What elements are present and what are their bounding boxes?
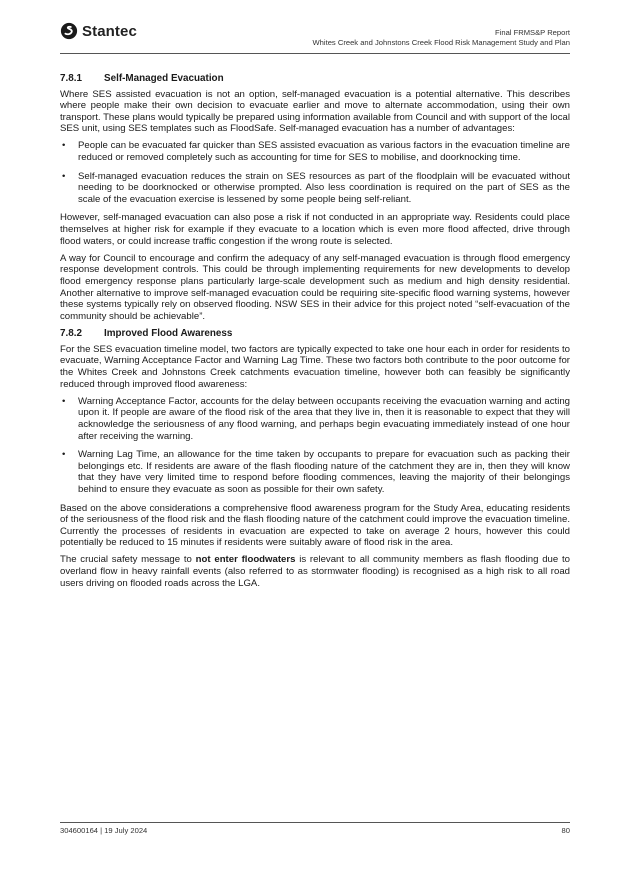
document-reference: 304600164 | 19 July 2024 — [60, 826, 148, 835]
list-item: • People can be evacuated far quicker than SES assisted evacuation as various factors in the evacuation timeline are reduced or removed completely such as accounting for time for SES to mobilise, and doorknocking time. — [62, 140, 570, 164]
bullet-list — [60, 396, 570, 496]
list-item: • Warning Lag Time, an allowance for the time taken by occupants to prepare for evacuation such as packing their belongings etc. If residents are aware of the flash flooding nature of the catchment they are in, then they will know that they have very limited time to respond before flooding commences, leaving the majority of their belongings behind to ensure they evacuate as soon as possible for their own safety. — [62, 449, 570, 495]
list-item: • Self-managed evacuation reduces the strain on SES resources as part of the floodplain will be evacuated without needing to be doorknocked or otherwise prompted. Also less coordination is required on the part of SES as the scale of the evacuation exercise is lessened by some people being self-reliant. — [62, 170, 570, 205]
bullet-icon: • — [62, 395, 66, 407]
stantec-logo-icon — [60, 22, 78, 40]
bullet-icon: • — [62, 170, 66, 182]
page-number: 80 — [561, 826, 570, 835]
report-header-info — [313, 28, 570, 48]
section-heading-improved-flood-awareness — [60, 328, 570, 340]
logo-text: Stantec — [82, 22, 137, 40]
paragraph: However, self-managed evacuation can also pose a risk if not conducted in an appropriate way. Residents could place themselves at higher risk for example if they evacuate to a location which is even more flood affected, drive through flood waters, or could increase traffic congestion if the wrong route is selected. — [60, 212, 570, 247]
paragraph: Based on the above considerations a comprehensive flood awareness program for the Study Area, educating residents of the seriousness of the flood risk and the flash flooding nature of the catchment could improve the evacuation timeline. Currently the processes of residents in evacuation are expected to take on average 2 hours, however this could potentially be reduced to 15 minutes if residents were suitably aware of flood risk in the area. — [60, 502, 570, 549]
paragraph: A way for Council to encourage and confirm the adequacy of any self-managed evacuation is through flood emergency response development controls. This could be through implementing requirements for new developments to develop flood emergency response plans particularly large-scale development such as medium and high density residential. Another alternative to improve self-managed evacuation could be requiring site-specific flood warning systems, however these systems typically rely on observed flooding. NSW SES in their advice for this project noted “self-evacuation of the community should be achievable”. — [60, 252, 570, 322]
bullet-list — [60, 140, 570, 205]
section-title: Self-Managed Evacuation — [104, 73, 224, 84]
section-number: 7.8.2 — [60, 328, 82, 340]
section-title: Improved Flood Awareness — [104, 328, 233, 340]
paragraph: Where SES assisted evacuation is not an option, self-managed evacuation is a potential alternative. This describes where people make their own decision to evacuate earlier and move to alternate accommodation, using their own transport. These plans would typically be prepared using information available from Council and with support of the local SES unit, using SES templates such as FloodSafe. Self-managed evacuation has a number of advantages: — [60, 88, 570, 135]
paragraph: The crucial safety message to not enter floodwaters is relevant to all community members as flash flooding due to overland flow in heavy rainfall events (also referred to as stormwater flooding) is recognised as a high risk to all road users driving on flooded roads across the LGA. — [60, 554, 571, 589]
report-subtitle: Whites Creek and Johnstons Creek Flood Risk Management Study and Plan — [312, 38, 570, 47]
paragraph: For the SES evacuation timeline model, two factors are typically expected to take one hour each in order for residents to evacuate, Warning Acceptance Factor and Warning Lag Time. These two factors both contribute to the poor outcome for the Whites Creek and Johnstons Creek catchments evacuation timeline, however both can feasibly be significantly reduced through improved flood awareness: — [60, 343, 570, 390]
page-body — [60, 73, 570, 595]
stantec-logo — [60, 22, 137, 40]
page-header — [60, 18, 570, 58]
bullet-icon: • — [62, 449, 66, 461]
section-heading-self-managed-evacuation — [60, 73, 570, 85]
report-title: Final FRMS&P Report — [495, 28, 570, 37]
header-divider — [60, 53, 570, 54]
emphasis: not enter floodwaters — [195, 554, 296, 566]
section-number: 7.8.1 — [60, 73, 82, 84]
list-item: • Warning Acceptance Factor, accounts for the delay between occupants receiving the evacuation warning and acting upon it. If people are aware of the flood risk of the area that they live in, then it is reasonable to expect that they will acknowledge the seriousness of any flood warning, and perhaps begin evacuating immediately instead of one hour after receiving the warning. — [62, 395, 570, 442]
footer-divider — [60, 822, 570, 823]
bullet-icon: • — [62, 140, 66, 152]
